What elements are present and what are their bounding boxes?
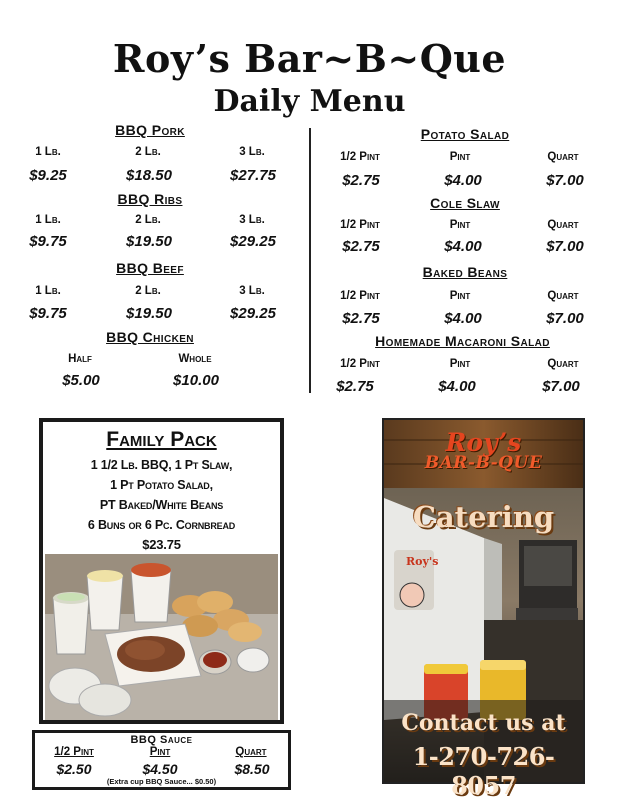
potato-price-2: $4.00 — [444, 172, 482, 189]
pork-price-3: $27.75 — [230, 167, 276, 184]
potato-size-1: 1/2 Pint — [340, 151, 380, 163]
catering-heading: Catering — [412, 500, 555, 534]
sauce-size-1: 1/2 Pint — [54, 746, 94, 758]
beans-size-2: Pint — [449, 290, 471, 302]
family-pack-line-1: 1 1/2 Lb. BBQ, 1 Pt Slaw, — [90, 458, 233, 472]
ribs-price-3: $29.25 — [230, 233, 276, 250]
slaw-price-3: $7.00 — [546, 238, 584, 255]
family-pack-line-4: 6 Buns or 6 Pc. Cornbread — [87, 518, 236, 532]
sauce-size-3: Quart — [235, 746, 267, 758]
ribs-price-2: $19.50 — [126, 233, 172, 250]
chicken-size-half: Half — [68, 353, 92, 365]
page-subtitle: Daily Menu — [213, 84, 406, 119]
family-pack-box — [39, 418, 284, 724]
macaroni-size-3: Quart — [547, 358, 579, 370]
sauce-size-2: Pint — [149, 746, 171, 758]
slaw-size-3: Quart — [547, 219, 579, 231]
macaroni-size-1: 1/2 Pint — [340, 358, 380, 370]
beef-price-3: $29.25 — [230, 305, 276, 322]
beans-size-1: 1/2 Pint — [340, 290, 380, 302]
potato-price-3: $7.00 — [546, 172, 584, 189]
catering-ad — [382, 418, 585, 800]
family-pack-line-3: PT Baked/White Beans — [99, 498, 224, 512]
macaroni-price-1: $2.75 — [336, 378, 374, 395]
chicken-size-whole: Whole — [178, 353, 212, 365]
potato-size-3: Quart — [547, 151, 579, 163]
family-pack-price: $23.75 — [142, 537, 181, 552]
cole-slaw-heading: Cole Slaw — [430, 195, 500, 211]
logo-subtitle: BAR-B-QUE — [424, 453, 543, 473]
contact-label: Contact us at — [401, 710, 566, 736]
chicken-price-whole: $10.00 — [173, 372, 219, 389]
ribs-size-3: 3 Lb. — [239, 214, 265, 226]
potato-price-1: $2.75 — [342, 172, 380, 189]
macaroni-price-2: $4.00 — [438, 378, 476, 395]
macaroni-salad-heading: Homemade Macaroni Salad — [375, 333, 550, 349]
page-title: Roy’s Bar~B~Que — [112, 36, 507, 81]
pork-price-1: $9.25 — [29, 167, 67, 184]
bbq-beef-heading: BBQ Beef — [116, 260, 184, 276]
family-pack-line-2: 1 Pt Potato Salad, — [110, 478, 213, 492]
beef-size-1: 1 Lb. — [35, 285, 61, 297]
extra-sauce-note: (Extra cup BBQ Sauce... $0.50) — [106, 777, 217, 786]
beef-size-3: 3 Lb. — [239, 285, 265, 297]
sauce-price-3: $8.50 — [234, 761, 270, 777]
pork-size-1: 1 Lb. — [35, 146, 61, 158]
svg-text:Roy's: Roy's — [406, 555, 439, 568]
family-pack-title: Family Pack — [106, 428, 217, 451]
beans-price-3: $7.00 — [546, 310, 584, 327]
bbq-ribs-heading: BBQ Ribs — [117, 191, 183, 207]
pork-size-3: 3 Lb. — [239, 146, 265, 158]
potato-salad-heading: Potato Salad — [420, 126, 510, 142]
beef-size-2: 2 Lb. — [135, 285, 161, 297]
slaw-size-1: 1/2 Pint — [340, 219, 380, 231]
bbq-sauce-title: BBQ Sauce — [130, 734, 193, 746]
slaw-size-2: Pint — [449, 219, 471, 231]
logo-name: Roy’s — [445, 428, 522, 457]
ribs-size-1: 1 Lb. — [35, 214, 61, 226]
bbq-chicken-heading: BBQ Chicken — [106, 329, 194, 345]
potato-size-2: Pint — [449, 151, 471, 163]
macaroni-price-3: $7.00 — [542, 378, 580, 395]
bbq-sauce-box — [32, 730, 291, 790]
baked-beans-heading: Baked Beans — [422, 264, 508, 280]
beans-price-2: $4.00 — [444, 310, 482, 327]
beans-price-1: $2.75 — [342, 310, 380, 327]
chicken-price-half: $5.00 — [62, 372, 100, 389]
bbq-pork-heading: BBQ Pork — [115, 122, 185, 138]
pork-size-2: 2 Lb. — [135, 146, 161, 158]
ribs-price-1: $9.75 — [29, 233, 67, 250]
beef-price-1: $9.75 — [29, 305, 67, 322]
macaroni-size-2: Pint — [449, 358, 471, 370]
pork-price-2: $18.50 — [126, 167, 172, 184]
sauce-price-2: $4.50 — [142, 761, 178, 777]
column-divider — [309, 128, 311, 393]
slaw-price-2: $4.00 — [444, 238, 482, 255]
beef-price-2: $19.50 — [126, 305, 172, 322]
phone-number[interactable]: 1-270-726-8057 — [412, 742, 555, 800]
sauce-price-1: $2.50 — [56, 761, 92, 777]
roys-bbq-logo — [384, 428, 583, 473]
family-pack-food-photo — [45, 554, 278, 720]
slaw-price-1: $2.75 — [342, 238, 380, 255]
ribs-size-2: 2 Lb. — [135, 214, 161, 226]
beans-size-3: Quart — [547, 290, 579, 302]
